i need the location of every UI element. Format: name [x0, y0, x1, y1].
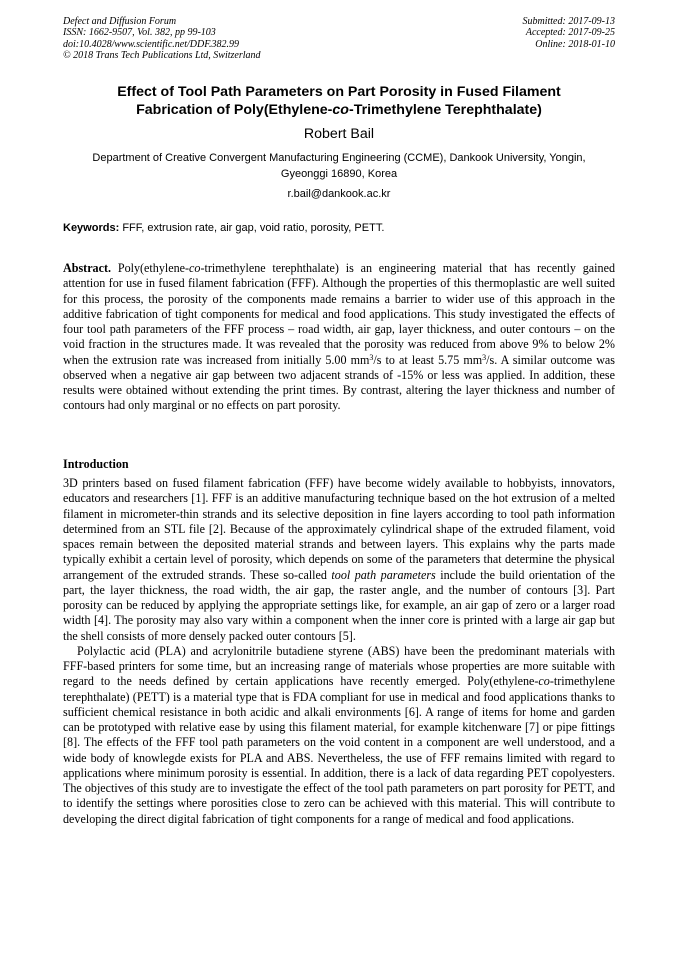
journal-doi: doi:10.4028/www.scientific.net/DDF.382.99	[63, 38, 240, 50]
journal-copyright: © 2018 Trans Tech Publications Ltd, Switzerland	[63, 50, 261, 62]
author-email: r.bail@dankook.ac.kr	[287, 188, 391, 200]
abstract-italic-co: co	[189, 261, 201, 275]
intro-p1-text-1: 3D printers based on fused filament fabrication (FFF) have become widely available to hobbyists, innovators, educators and researchers [1]. FFF is an additive manufacturing technique based on the hot extrusion of a melted filament in micrometer-thin strands and its selective deposition in fine layers according to tool path information determined from an STL file [2]. Because of the approximately cylindrical shape of the extruded filament, void spaces remain between the deposited material strands and between layers. This explains why the parts made typically exhibit a certain level of porosity, which depends on some of the parameters that determine the physical arrangement of the extruded strands. These so-called	[63, 476, 615, 582]
author-affiliation: Department of Creative Convergent Manufacturing Engineering (CCME), Dankook University, Yongin, Gyeonggi 16890, Korea	[92, 152, 586, 180]
submitted-date: Submitted: 2017-09-13	[522, 16, 615, 27]
publication-dates	[523, 16, 616, 50]
journal-name: Defect and Diffusion Forum	[63, 16, 177, 27]
accepted-date: Accepted: 2017-09-25	[525, 27, 615, 39]
abstract-text-3: /s to at least 5.75 mm	[373, 352, 483, 367]
paper-title	[70, 83, 608, 119]
intro-paragraph-2	[63, 644, 615, 827]
abstract-superscript-1: 3	[369, 352, 374, 362]
journal-issn: ISSN: 1662-9507, Vol. 382, pp 99-103	[63, 27, 216, 39]
author-name: Robert Bail	[303, 126, 375, 142]
title-line-2-start: Fabrication of Poly(Ethylene-	[136, 102, 333, 118]
title-line-2-end: -Trimethylene Terephthalate)	[348, 102, 542, 118]
keywords-text: FFF, extrusion rate, air gap, void ratio, porosity, PETT.	[122, 222, 385, 234]
introduction-body	[63, 476, 615, 827]
intro-paragraph-1	[63, 476, 615, 644]
intro-p1-italic: tool path parameters	[331, 567, 436, 582]
intro-p2-italic: co	[538, 674, 550, 689]
abstract-label: Abstract.	[63, 261, 112, 275]
abstract-text-2: -trimethylene terephthalate) is an engineering material that has recently gained attention for use in fused filament fabrication (FFF). Although the properties of this thermoplastic are well suited for this process, the porosity of the components made remains a barrier to wider use of this approach in the additive fabrication of tight components for medical and food applications. This study investigated the effects of four tool path parameters of the FFF process – road width, air gap, layer thickness, and outer contours – on the void fraction in the structures made. It was revealed that the porosity was reduced from above 9% to below 2% when the extrusion rate was increased from initially 5.00 mm	[63, 261, 615, 367]
abstract	[63, 261, 615, 414]
intro-p2-text-1: Polylactic acid (PLA) and acrylonitrile butadiene styrene (ABS) have been the predominant materials with FFF-based printers for some time, but an increasing range of materials whose properties are more suitable with regard to the needs defined by certain applications have recently emerged. Poly(ethylene-	[63, 643, 615, 689]
intro-p2-text-2: -trimethylene terephthalate) (PETT) is a material type that is FDA compliant for use in medical and food applications thanks to sufficient chemical resistance in both acidic and alkali environments [6]. A range of items for home and garden can be prototyped with relative ease by using this filament material, for example kitchenware [7] or pipe fittings [8]. The effects of the FFF tool path parameters on the void content in a component are well understood, and a wide body of knowlegde exists for PLA and ABS. Nevertheless, the use of FFF remains limited with regard to applications where minimum porosity is essential. In addition, there is a lack of data regarding PET copolyesters. The objectives of this study are to investigate the effect of the tool path parameters on part porosity for PETT, and to identify the settings where porosities close to zero can be achieved with this material. This will contribute to developing the direct digital fabrication of tight components for a range of medical and food applications.	[63, 674, 615, 826]
journal-info	[63, 16, 261, 62]
abstract-superscript-2: 3	[482, 352, 487, 362]
keywords	[63, 221, 615, 236]
keywords-label: Keywords:	[63, 222, 120, 234]
title-line-2	[70, 101, 608, 119]
introduction-heading: Introduction	[63, 457, 129, 471]
abstract-text-1: Poly(ethylene-	[117, 261, 190, 275]
abstract-text-4: /s. A similar outcome was observed when a negative air gap between two adjacent strands of -15% or less was applied. In addition, these results were obtained without extending the print times. By contrast, altering the layer thickness and number of contours had only marginal or no effects on part porosity.	[63, 352, 616, 413]
intro-p1-text-2: include the build orientation of the part, the layer thickness, the road width, the air gap, the raster angle, and the number of contours [3]. Part porosity can be reduced by applying the appropriate settings like, for example, an air gap of zero or a larger road width [4]. The porosity may also vary within a component when the inner core is printed with a large air gap but the shell consists of more densely packed outer contours [5].	[63, 567, 615, 643]
online-date: Online: 2018-01-10	[535, 38, 615, 50]
title-italic-co: co	[332, 102, 349, 118]
title-line-1: Effect of Tool Path Parameters on Part Porosity in Fused Filament	[117, 84, 561, 100]
